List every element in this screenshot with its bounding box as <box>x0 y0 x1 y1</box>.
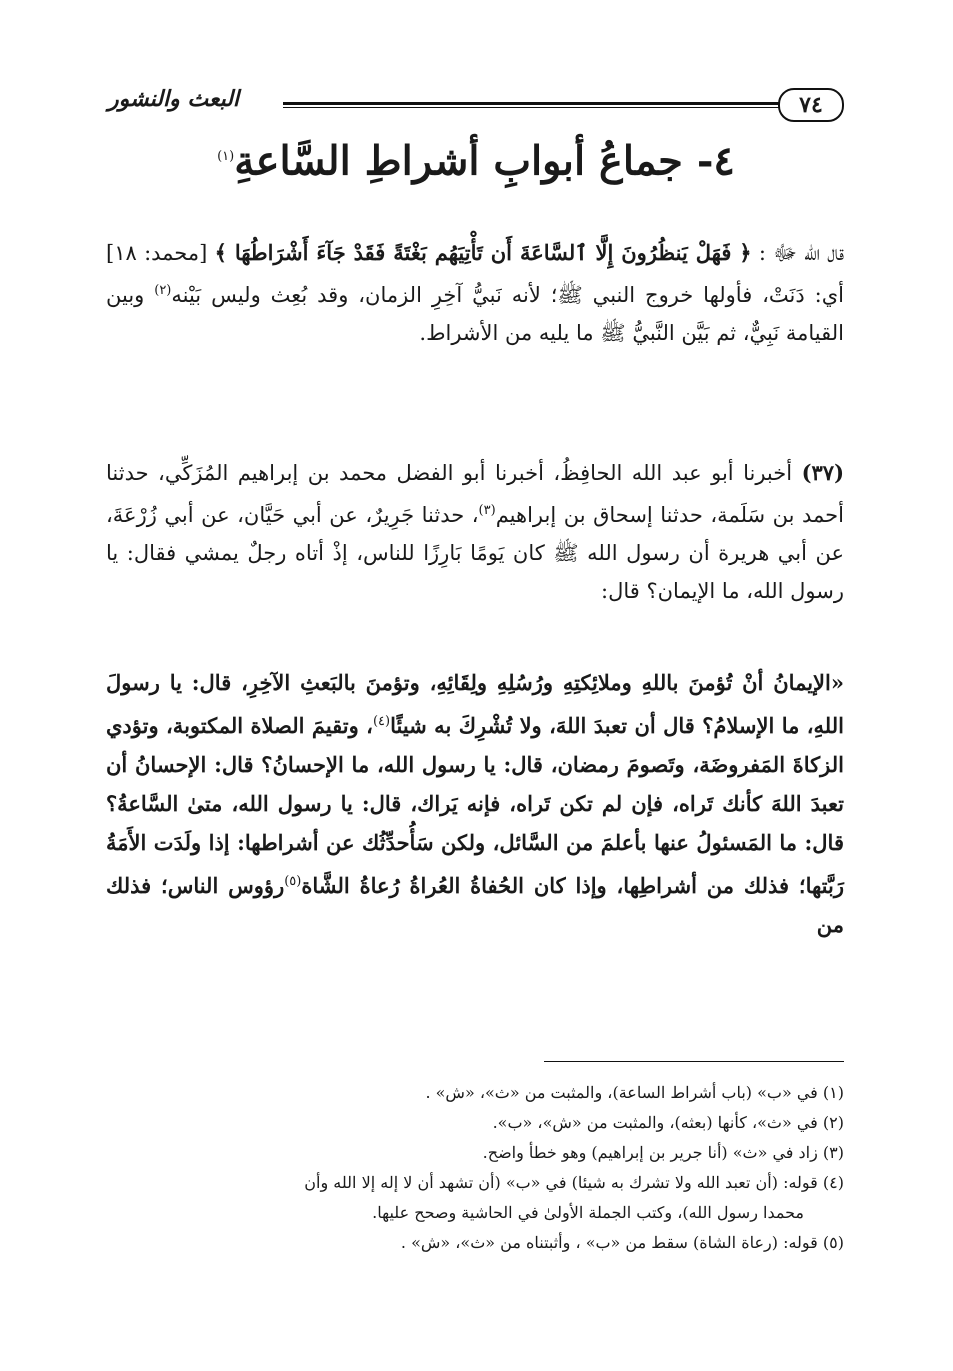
hadith-matn-paragraph <box>106 663 844 944</box>
intro-lead: قال الله ﷻ : <box>751 241 844 265</box>
matn-text-3: رؤوس الناس؛ فذلك من <box>106 873 844 937</box>
footnote-4: (٤) قوله: (أن تعبد الله ولا تشرك به شيئا) في «ب» (أن تشهد أن لا إله إلا الله وأن <box>304 1173 844 1192</box>
hadith-number: (٣٧) <box>801 460 844 485</box>
footnote-ref-2[interactable]: (٢) <box>154 283 172 298</box>
header-rule <box>283 102 780 108</box>
footnote-4-continued: محمدا رسول الله)، وكتب الجملة الأولىٰ في الحاشية وصحح عليها. <box>372 1203 804 1222</box>
chapter-title <box>108 130 844 188</box>
intro-paragraph <box>106 234 844 352</box>
running-title: البعث والنشور <box>108 86 240 112</box>
page-number: ٧٤ <box>778 88 844 122</box>
running-header <box>108 82 844 122</box>
footnote-ref-3[interactable]: (٣) <box>478 503 496 518</box>
chapter-title-text: ٤- جماعُ أبوابِ أشراطِ السَّاعةِ <box>234 137 735 185</box>
footnote-1: (١) في «ب» (باب أشراط الساعة)، والمثبت من «ث»، «ش» . <box>425 1083 844 1102</box>
quran-verse: ﴿ فَهَلْ يَنظُرُونَ إِلَّا ٱلسَّاعَةَ أَن تَأْتِيَهُم بَغْتَةً فَقَدْ جَآءَ أَشْرَاطُهَا ﴾ <box>214 240 752 265</box>
intro-text-1: [محمد: ١٨] أي: دَنَتْ، فأولها خروج النبي ﷺ؛ لأنه نَبيُّ آخِرِ الزمان، وقد بُعِث وليس بَيْنه <box>106 241 845 307</box>
footnote-3: (٣) زاد في «ث» (أنا جرير بن إبراهيم) وهو خطأ واضح. <box>482 1143 844 1162</box>
intro-text-2: وبين القيامة نَبِيٌّ، ثم بَيَّن النَّبيُّ ﷺ ما يليه من الأشراط. <box>106 283 844 345</box>
matn-text-1: «الإيمانُ أنْ تُؤمنَ باللهِ وملائِكتِهِ ورُسُلِهِ ولِقَائِهِ، وتؤمنَ بالبَعثِ الآخِرِ، قال: يا رسولَ اللهِ، ما الإسلامُ؟ قال أن تعبدَ اللهَ، ولا تُشْرِكَ به شيئًا <box>106 670 844 738</box>
footnote-2: (٢) في «ث»، كأنها (بعثه)، والمثبت من «ش»، «ب». <box>492 1113 844 1132</box>
hadith-text-1: أخبرنا أبو عبد الله الحافِظُ، أخبرنا أبو الفضل محمد بن إبراهيم المُزَكِّي، حدثنا أحمد بن سَلَمة، حدثنا إسحاق بن إبراهيم <box>106 461 844 527</box>
footnote-separator <box>544 1061 844 1062</box>
hadith-isnad-paragraph <box>106 454 844 610</box>
matn-text-2: ، وتقيمَ الصلاة المكتوبة، وتؤدي الزكاةَ المَفروضَة، وتَصومَ رمضان، قال: يا رسول الله، ما الإحسانُ؟ قال: الإحسانُ أن تعبدَ اللهَ كأنك تَراه، فإن لم تكن تَراه، فإنه يَراك، قال: يا رسول الله، متىٰ السَّاعةُ؟ قال: ما المَسئولُ عنها بأعلمَ من السَّائل، ولكن سَأُحدِّثُك عن أشراطها: إذا ولَدَت الأَمَةُ رَبَّتها؛ فذلك من أشراطِها، وإذا كان الحُفاةُ العُراةُ رُعاةُ الشَّاة <box>106 713 844 898</box>
footnote-ref-4[interactable]: (٤) <box>372 714 391 729</box>
footnote-ref-1[interactable]: (١) <box>217 149 235 164</box>
footnote-ref-5[interactable]: (٥) <box>284 874 302 889</box>
hadith-text-2: ، حدثنا جَرِيرٌ، عن أبي حَيَّان، عن أبي زُرْعَةَ، عن أبي هريرة أن رسول الله ﷺ كان يَومًا بَارِزًا للناس، إذْ أتاه رجلٌ يمشي فقال: يا رسول الله، ما الإيمان؟ قال: <box>106 503 844 603</box>
footnotes <box>106 1078 844 1258</box>
footnote-5: (٥) قوله: (رعاة الشاة) سقط من «ب» ، وأثبتناه من «ث»، «ش» . <box>400 1233 844 1252</box>
